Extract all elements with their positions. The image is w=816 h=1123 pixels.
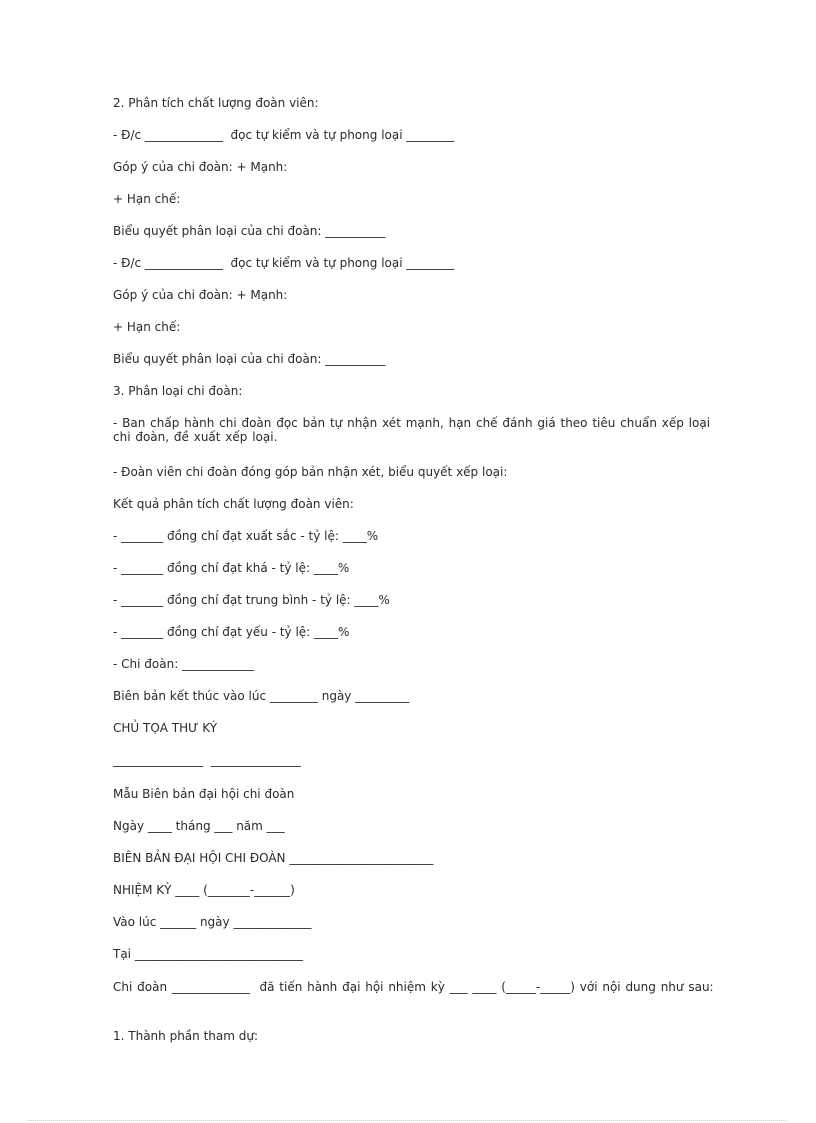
branch-feedback-strengths-2: Góp ý của chi đoàn: + Mạnh: <box>113 288 288 302</box>
date-line: Ngày ____ tháng ___ năm ___ <box>113 819 285 833</box>
result-excellent-line: - _______ đồng chí đạt xuất sắc - tỷ lệ: ____% <box>113 529 379 543</box>
time-line: Vào lúc ______ ngày _____________ <box>113 915 312 929</box>
template-title: Mẫu Biên bản đại hội chi đoàn <box>113 787 295 801</box>
executive-committee-paragraph: - Ban chấp hành chi đoàn đọc bản tự nhận xét mạnh, hạn chế đánh giá theo tiêu chuẩn xếp loại chi đoàn, đề xuất xếp loại. <box>113 416 715 444</box>
minutes-end-line: Biên bản kết thúc vào lúc ________ ngày _________ <box>113 689 410 703</box>
result-average-line: - _______ đồng chí đạt trung bình - tỷ lệ: ____% <box>113 593 390 607</box>
location-line: Tại ____________________________ <box>113 947 303 961</box>
term-line: NHIỆM KỲ ____ (_______-______) <box>113 883 295 897</box>
branch-vote-line-1: Biểu quyết phân loại của chi đoàn: __________ <box>113 224 386 238</box>
branch-classification-line: - Chi đoàn: ____________ <box>113 657 255 671</box>
member-self-review-line-2: - Đ/c _____________ đọc tự kiểm và tự phong loại ________ <box>113 256 455 270</box>
branch-feedback-limits-1: + Hạn chế: <box>113 192 181 206</box>
member-self-review-line-1: - Đ/c _____________ đọc tự kiểm và tự phong loại ________ <box>113 128 455 142</box>
page-footer-divider <box>28 1120 788 1121</box>
results-heading: Kết quả phân tích chất lượng đoàn viên: <box>113 497 354 511</box>
congress-intro-paragraph: Chi đoàn _____________ đã tiến hành đại hội nhiệm kỳ ___ ____ (_____-_____) với nội dung như sau: <box>113 980 714 994</box>
branch-feedback-strengths-1: Góp ý của chi đoàn: + Mạnh: <box>113 160 288 174</box>
section-1-heading: 1. Thành phần tham dự: <box>113 1029 259 1043</box>
result-good-line: - _______ đồng chí đạt khá - tỷ lệ: ____% <box>113 561 350 575</box>
branch-feedback-limits-2: + Hạn chế: <box>113 320 181 334</box>
section-2-heading: 2. Phân tích chất lượng đoàn viên: <box>113 96 319 110</box>
section-3-heading: 3. Phân loại chi đoàn: <box>113 384 243 398</box>
member-contribution-line: - Đoàn viên chi đoàn đóng góp bản nhận xét, biểu quyết xếp loại: <box>113 465 508 479</box>
signature-titles: CHỦ TỌA THƯ KÝ <box>113 721 218 735</box>
signature-blanks: _______________ _______________ <box>113 753 301 767</box>
branch-vote-line-2: Biểu quyết phân loại của chi đoàn: __________ <box>113 352 386 366</box>
result-weak-line: - _______ đồng chí đạt yếu - tỷ lệ: ____% <box>113 625 350 639</box>
minutes-title-line: BIÊN BẢN ĐẠI HỘI CHI ĐOÀN ________________________ <box>113 851 434 865</box>
